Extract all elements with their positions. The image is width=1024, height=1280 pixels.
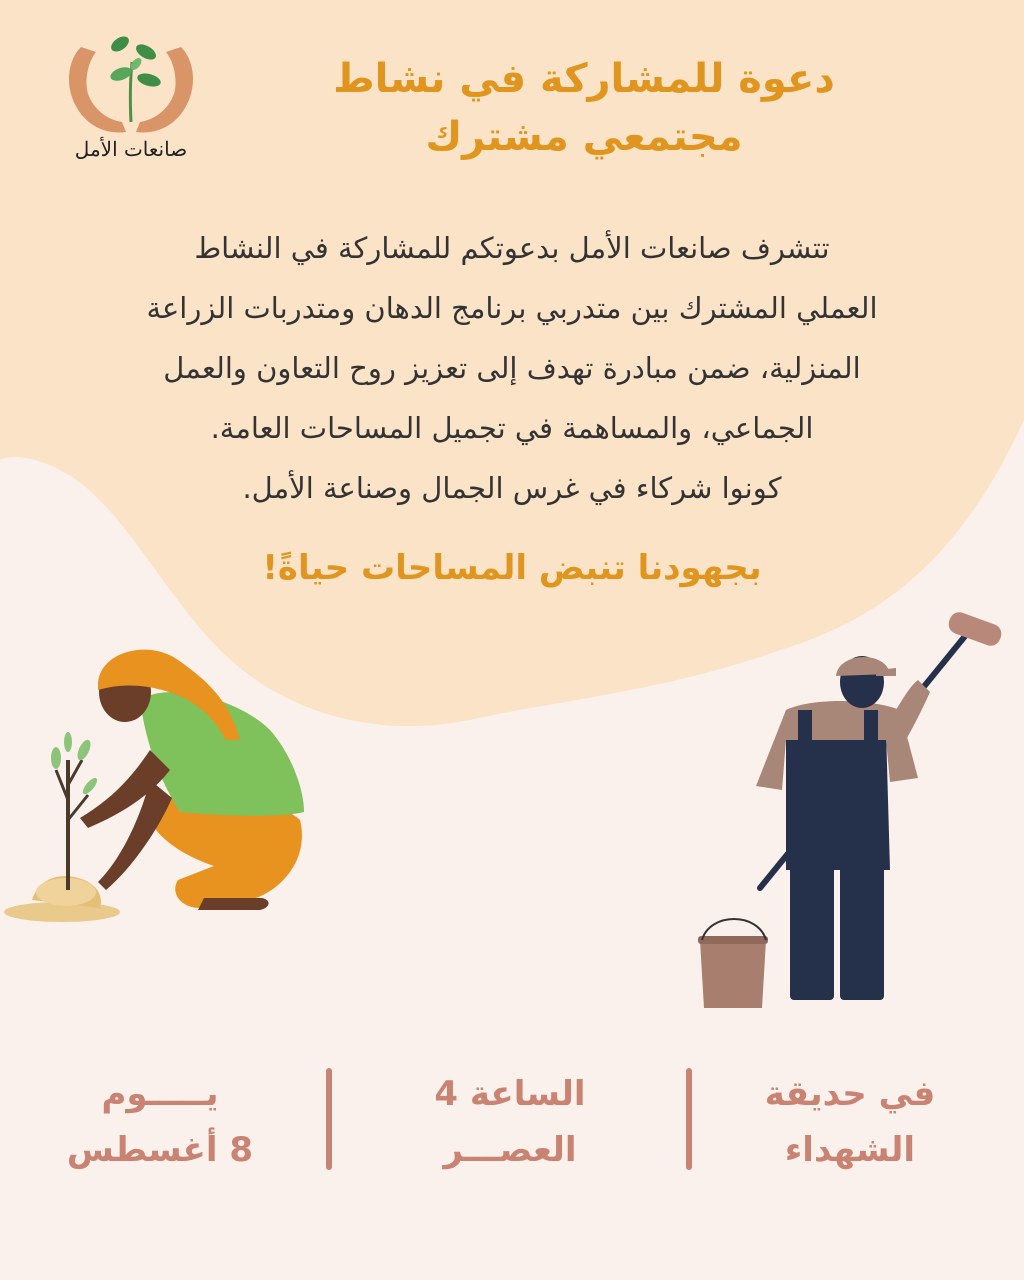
time-line: العصـــر — [443, 1130, 577, 1170]
divider — [686, 1068, 692, 1170]
slogan: بجهودنا تنبض المساحات حياةً! — [262, 548, 762, 588]
logo — [26, 22, 236, 172]
date-line: 8 أغسطس — [66, 1130, 254, 1170]
woman-planting-sapling-illustration — [0, 630, 320, 930]
event-date — [30, 1066, 290, 1178]
divider — [326, 1068, 332, 1170]
page-title: دعوة للمشاركة في نشاط مجتمعي مشترك — [333, 56, 835, 160]
body-line: المنزلية، ضمن مبادرة تهدف إلى تعزيز روح التعاون والعمل — [163, 351, 861, 385]
invitation-body — [40, 218, 984, 518]
body-line: كونوا شركاء في غرس الجمال وصناعة الأمل. — [242, 471, 782, 505]
time-line: الساعة 4 — [434, 1074, 586, 1114]
event-location — [720, 1066, 980, 1178]
body-line: العملي المشترك بين متدربي برنامج الدهان ومتدربات الزراعة — [146, 291, 878, 325]
event-time — [380, 1066, 640, 1178]
date-line: يـــــوم — [101, 1074, 219, 1114]
logo-name: صانعات الأمل — [74, 137, 188, 161]
location-line: الشهداء — [784, 1130, 916, 1170]
body-line: الجماعي، والمساهمة في تجميل المساحات العامة. — [210, 411, 814, 445]
location-line: في حديقة — [764, 1074, 936, 1114]
painter-with-roller-illustration — [690, 610, 1010, 1010]
body-line: تتشرف صانعات الأمل بدعوتكم للمشاركة في النشاط — [194, 231, 830, 265]
